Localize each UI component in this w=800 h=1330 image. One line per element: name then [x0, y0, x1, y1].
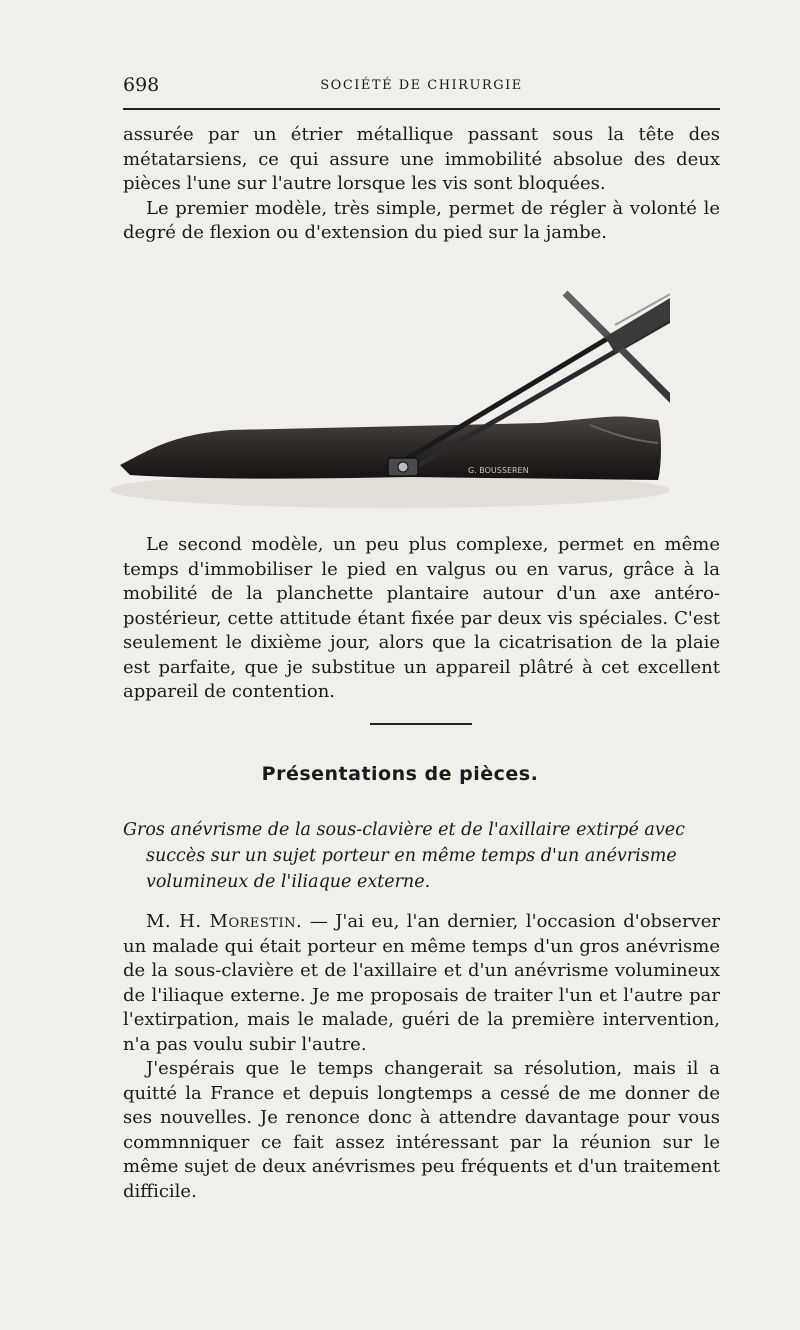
page-header [123, 70, 720, 100]
paragraph: J'espérais que le temps changerait sa résolution, mais il a quitté la France et depuis longtemps a cessé de me donner de ses nouvelles. Je renonce donc à attendre davantage pour vous commnniquer ce fait assez intéressant par la réunion sur le même sujet de deux anévrismes peu fréquents et d'un traitement difficile. [123, 1058, 720, 1202]
paragraph [123, 910, 720, 1057]
engraver-signature: G. BOUSSEREN [468, 466, 529, 475]
paragraph: assurée par un étrier métallique passant sous la tête des métatarsiens, ce qui assure une immobilité absolue des deux pièces l'une sur l'autre lorsque les vis sont bloquées. [123, 124, 720, 194]
splint-illustration [110, 265, 670, 510]
screw-icon [398, 462, 408, 472]
speaker-name: M. H. Morestin. [146, 911, 303, 932]
middle-text [123, 533, 720, 705]
subtitle-continuation: succès sur un sujet porteur en même temps d'un anévrisme volumineux de l'iliaque externe. [146, 846, 677, 892]
subtitle-line: Gros anévrisme de la sous-clavière et de l'axillaire extirpé avec [123, 820, 685, 840]
paragraph: Le premier modèle, très simple, permet de régler à volonté le degré de flexion ou d'extension du pied sur la jambe. [123, 197, 720, 243]
top-text [123, 123, 720, 246]
section-rule [370, 723, 472, 725]
header-rule [123, 108, 720, 110]
paragraph-text: J'ai eu, l'an dernier, l'occasion d'observer un malade qui était porteur en même temps d'un gros anévrisme de la sous-clavière et de l'axillaire et d'un anévrisme volumineux de l'iliaque externe. Je me proposais de traiter l'un et l'autre par l'extirpation, mais le malade, guéri de la première intervention, n'a pas voulu subir l'autre. [123, 911, 720, 1055]
bottom-text [123, 910, 720, 1204]
case-subtitle [123, 817, 720, 895]
running-title: SOCIÉTÉ DE CHIRURGIE [320, 78, 523, 93]
page-number: 698 [123, 74, 160, 96]
paragraph: Le second modèle, un peu plus complexe, permet en même temps d'immobiliser le pied en valgus ou en varus, grâce à la mobilité de la planchette plantaire autour d'un axe antéro-postérieur, cette attitude étant fixée par deux vis spéciales. C'est seulement le dixième jour, alors que la cicatrisation de la plaie est parfaite, que je substitue un appareil plâtré à cet excellent appareil de contention. [123, 534, 720, 702]
speaker-dash: — [309, 911, 328, 932]
section-title: Présentations de pièces. [261, 763, 539, 785]
